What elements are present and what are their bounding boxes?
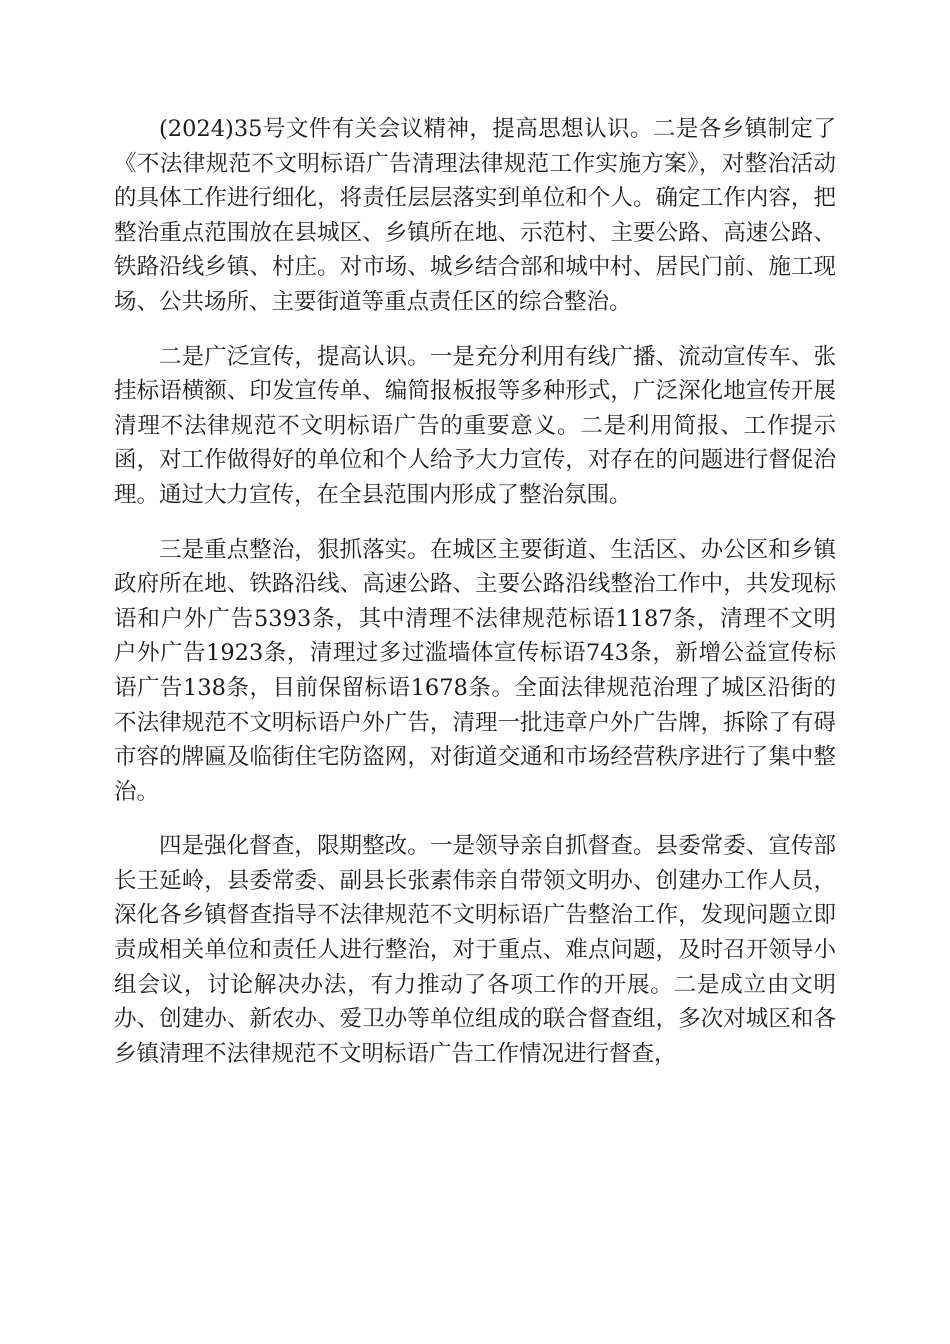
paragraph-2: 二是广泛宣传，提高认识。一是充分利用有线广播、流动宣传车、张挂标语横额、印发宣传单、编简报板报等多种形式，广泛深化地宣传开展清理不法律规范不文明标语广告的重要意义。二是利用简报、工作提示函，对工作做得好的单位和个人给予大力宣传，对存在的问题进行督促治理。通过大力宣传，在全县范围内形成了整治氛围。 xyxy=(114,343,836,508)
document-body xyxy=(114,112,836,1071)
paragraph-1: (2024)35号文件有关会议精神，提高思想认识。二是各乡镇制定了《不法律规范不文明标语广告清理法律规范工作实施方案》，对整治活动的具体工作进行细化，将责任层层落实到单位和个人。确定工作内容，把整治重点范围放在县城区、乡镇所在地、示范村、主要公路、高速公路、铁路沿线乡镇、村庄。对市场、城乡结合部和城中村、居民门前、施工现场、公共场所、主要街道等重点责任区的综合整治。 xyxy=(114,116,836,315)
paragraph-4: 四是强化督查，限期整改。一是领导亲自抓督查。县委常委、宣传部长王延岭，县委常委、副县长张素伟亲自带领文明办、创建办工作人员，深化各乡镇督查指导不法律规范不文明标语广告整治工作，发现问题立即责成相关单位和责任人进行整治，对于重点、难点问题，及时召开领导小组会议，讨论解决办法，有力推动了各项工作的开展。二是成立由文明办、创建办、新农办、爱卫办等单位组成的联合督查组，多次对城区和各乡镇清理不法律规范不文明标语广告工作情况进行督查， xyxy=(114,833,836,1067)
paragraph-3: 三是重点整治，狠抓落实。在城区主要街道、生活区、办公区和乡镇政府所在地、铁路沿线、高速公路、主要公路沿线整治工作中，共发现标语和户外广告5393条，其中清理不法律规范标语1187条，清理不文明户外广告1923条，清理过多过滥墙体宣传标语743条，新增公益宣传标语广告138条，目前保留标语1678条。全面法律规范治理了城区沿街的不法律规范不文明标语户外广告，清理一批违章户外广告牌，拆除了有碍市容的牌匾及临街住宅防盗网，对街道交通和市场经营秩序进行了集中整治。 xyxy=(114,536,836,805)
